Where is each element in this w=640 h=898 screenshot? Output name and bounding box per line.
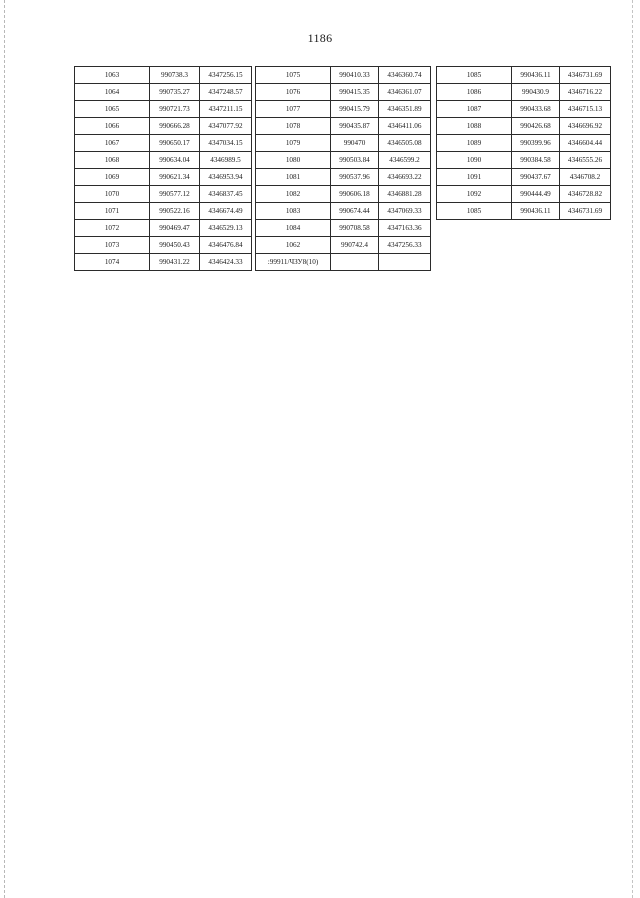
table-row bbox=[256, 118, 431, 135]
table-row bbox=[256, 135, 431, 152]
x-coordinate-cell: 990433.68 bbox=[512, 101, 560, 118]
point-number-cell: 1074 bbox=[75, 254, 150, 271]
y-coordinate-cell: 4346716.22 bbox=[560, 84, 611, 101]
table-row bbox=[256, 203, 431, 220]
point-number-cell: 1063 bbox=[75, 67, 150, 84]
table-row bbox=[437, 67, 611, 84]
y-coordinate-cell: 4347256.33 bbox=[379, 237, 431, 254]
y-coordinate-cell: 4346953.94 bbox=[200, 169, 252, 186]
x-coordinate-cell: 990415.79 bbox=[331, 101, 379, 118]
y-coordinate-cell: 4346837.45 bbox=[200, 186, 252, 203]
table-row bbox=[437, 84, 611, 101]
point-number-cell: 1079 bbox=[256, 135, 331, 152]
point-number-cell: 1067 bbox=[75, 135, 150, 152]
point-number-cell: 1073 bbox=[75, 237, 150, 254]
point-number-cell: 1075 bbox=[256, 67, 331, 84]
y-coordinate-cell: 4346674.49 bbox=[200, 203, 252, 220]
point-number-cell: 1091 bbox=[437, 169, 512, 186]
table-row bbox=[75, 169, 252, 186]
table-row bbox=[256, 237, 431, 254]
scan-edge-left bbox=[4, 0, 6, 898]
x-coordinate-cell: 990436.11 bbox=[512, 203, 560, 220]
x-coordinate-cell: 990410.33 bbox=[331, 67, 379, 84]
y-coordinate-cell: 4347211.15 bbox=[200, 101, 252, 118]
x-coordinate-cell: 990384.58 bbox=[512, 152, 560, 169]
table-row bbox=[75, 118, 252, 135]
table-row bbox=[75, 237, 252, 254]
x-coordinate-cell: 990470 bbox=[331, 135, 379, 152]
table-row bbox=[256, 169, 431, 186]
point-number-cell: 1085 bbox=[437, 67, 512, 84]
x-coordinate-cell: 990399.96 bbox=[512, 135, 560, 152]
y-coordinate-cell: 4346881.28 bbox=[379, 186, 431, 203]
point-number-cell: 1076 bbox=[256, 84, 331, 101]
point-number-cell: 1092 bbox=[437, 186, 512, 203]
y-coordinate-cell: 4347077.92 bbox=[200, 118, 252, 135]
y-coordinate-cell: 4346505.08 bbox=[379, 135, 431, 152]
table-row bbox=[437, 203, 611, 220]
point-number-cell: 1078 bbox=[256, 118, 331, 135]
table-row bbox=[256, 67, 431, 84]
x-coordinate-cell: 990437.67 bbox=[512, 169, 560, 186]
y-coordinate-cell: 4346411.06 bbox=[379, 118, 431, 135]
point-number-cell: 1084 bbox=[256, 220, 331, 237]
point-number-cell: 1086 bbox=[437, 84, 512, 101]
y-coordinate-cell: 4346599.2 bbox=[379, 152, 431, 169]
coordinates-table-3 bbox=[436, 66, 611, 220]
x-coordinate-cell: 990634.04 bbox=[150, 152, 200, 169]
table-row bbox=[256, 220, 431, 237]
x-coordinate-cell: 990650.17 bbox=[150, 135, 200, 152]
table-row bbox=[75, 152, 252, 169]
point-number-cell: 1089 bbox=[437, 135, 512, 152]
table-row bbox=[75, 101, 252, 118]
point-number-cell: 1085 bbox=[437, 203, 512, 220]
point-number-cell: 1083 bbox=[256, 203, 331, 220]
y-coordinate-cell: 4346731.69 bbox=[560, 203, 611, 220]
y-coordinate-cell: 4346731.69 bbox=[560, 67, 611, 84]
x-coordinate-cell: 990738.3 bbox=[150, 67, 200, 84]
page-number: 1186 bbox=[307, 31, 333, 45]
point-number-cell: 1065 bbox=[75, 101, 150, 118]
table-row bbox=[437, 169, 611, 186]
table-row bbox=[437, 186, 611, 203]
y-coordinate-cell: 4346360.74 bbox=[379, 67, 431, 84]
y-coordinate-cell: 4346708.2 bbox=[560, 169, 611, 186]
y-coordinate-cell: 4346715.13 bbox=[560, 101, 611, 118]
x-coordinate-cell bbox=[331, 254, 379, 271]
x-coordinate-cell: 990444.49 bbox=[512, 186, 560, 203]
scan-edge-right bbox=[632, 0, 634, 898]
x-coordinate-cell: 990450.43 bbox=[150, 237, 200, 254]
table-row bbox=[75, 203, 252, 220]
point-number-cell: 1064 bbox=[75, 84, 150, 101]
x-coordinate-cell: 990621.34 bbox=[150, 169, 200, 186]
point-number-cell: 1066 bbox=[75, 118, 150, 135]
table-row bbox=[437, 135, 611, 152]
x-coordinate-cell: 990426.68 bbox=[512, 118, 560, 135]
point-number-cell: 1090 bbox=[437, 152, 512, 169]
table-row bbox=[75, 67, 252, 84]
y-coordinate-cell: 4347034.15 bbox=[200, 135, 252, 152]
point-number-cell: 1068 bbox=[75, 152, 150, 169]
table-row bbox=[75, 135, 252, 152]
y-coordinate-cell: 4346693.22 bbox=[379, 169, 431, 186]
x-coordinate-cell: 990503.84 bbox=[331, 152, 379, 169]
coordinates-table-1 bbox=[74, 66, 252, 271]
y-coordinate-cell: 4346529.13 bbox=[200, 220, 252, 237]
point-number-cell: 1062 bbox=[256, 237, 331, 254]
point-number-cell: 1070 bbox=[75, 186, 150, 203]
x-coordinate-cell: 990577.12 bbox=[150, 186, 200, 203]
y-coordinate-cell: 4347163.36 bbox=[379, 220, 431, 237]
point-number-cell: 1080 bbox=[256, 152, 331, 169]
point-number-cell: 1088 bbox=[437, 118, 512, 135]
table-row bbox=[256, 254, 431, 271]
table-row bbox=[256, 101, 431, 118]
table-row bbox=[75, 84, 252, 101]
x-coordinate-cell: 990522.16 bbox=[150, 203, 200, 220]
point-number-cell: 1071 bbox=[75, 203, 150, 220]
y-coordinate-cell: 4346351.89 bbox=[379, 101, 431, 118]
x-coordinate-cell: 990415.35 bbox=[331, 84, 379, 101]
table-row bbox=[437, 118, 611, 135]
y-coordinate-cell: 4346361.07 bbox=[379, 84, 431, 101]
table-row bbox=[75, 254, 252, 271]
y-coordinate-cell: 4346728.82 bbox=[560, 186, 611, 203]
y-coordinate-cell bbox=[379, 254, 431, 271]
point-number-cell: :99911/ЧЗУ8(10) bbox=[256, 254, 331, 271]
x-coordinate-cell: 990666.28 bbox=[150, 118, 200, 135]
y-coordinate-cell: 4346555.26 bbox=[560, 152, 611, 169]
table-row bbox=[437, 101, 611, 118]
x-coordinate-cell: 990469.47 bbox=[150, 220, 200, 237]
x-coordinate-cell: 990674.44 bbox=[331, 203, 379, 220]
table-row bbox=[256, 84, 431, 101]
x-coordinate-cell: 990606.18 bbox=[331, 186, 379, 203]
x-coordinate-cell: 990436.11 bbox=[512, 67, 560, 84]
y-coordinate-cell: 4346989.5 bbox=[200, 152, 252, 169]
x-coordinate-cell: 990431.22 bbox=[150, 254, 200, 271]
table-row bbox=[75, 186, 252, 203]
y-coordinate-cell: 4347069.33 bbox=[379, 203, 431, 220]
table-row bbox=[256, 186, 431, 203]
x-coordinate-cell: 990708.58 bbox=[331, 220, 379, 237]
y-coordinate-cell: 4346604.44 bbox=[560, 135, 611, 152]
point-number-cell: 1087 bbox=[437, 101, 512, 118]
point-number-cell: 1072 bbox=[75, 220, 150, 237]
point-number-cell: 1081 bbox=[256, 169, 331, 186]
point-number-cell: 1082 bbox=[256, 186, 331, 203]
y-coordinate-cell: 4346696.92 bbox=[560, 118, 611, 135]
x-coordinate-cell: 990721.73 bbox=[150, 101, 200, 118]
y-coordinate-cell: 4347256.15 bbox=[200, 67, 252, 84]
point-number-cell: 1069 bbox=[75, 169, 150, 186]
x-coordinate-cell: 990435.87 bbox=[331, 118, 379, 135]
x-coordinate-cell: 990537.96 bbox=[331, 169, 379, 186]
y-coordinate-cell: 4346424.33 bbox=[200, 254, 252, 271]
x-coordinate-cell: 990742.4 bbox=[331, 237, 379, 254]
point-number-cell: 1077 bbox=[256, 101, 331, 118]
x-coordinate-cell: 990430.9 bbox=[512, 84, 560, 101]
coordinates-table-2 bbox=[255, 66, 431, 271]
table-row bbox=[75, 220, 252, 237]
y-coordinate-cell: 4346476.84 bbox=[200, 237, 252, 254]
x-coordinate-cell: 990735.27 bbox=[150, 84, 200, 101]
table-row bbox=[256, 152, 431, 169]
y-coordinate-cell: 4347248.57 bbox=[200, 84, 252, 101]
table-row bbox=[437, 152, 611, 169]
